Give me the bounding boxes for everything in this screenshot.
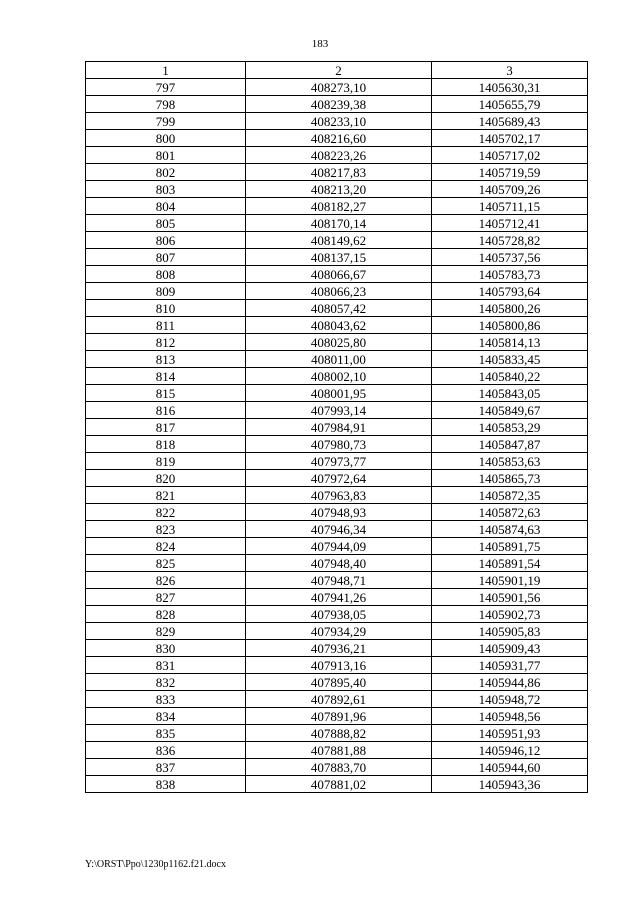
table-row — [86, 640, 588, 657]
y-coordinate-cell: 1405711,15 — [432, 198, 588, 215]
table-row — [86, 623, 588, 640]
point-number-cell: 836 — [86, 742, 246, 759]
y-coordinate-cell: 1405948,56 — [432, 708, 588, 725]
table-row — [86, 402, 588, 419]
table-row — [86, 130, 588, 147]
table-row — [86, 436, 588, 453]
table-row — [86, 266, 588, 283]
x-coordinate-cell: 408170,14 — [246, 215, 432, 232]
point-number-cell: 826 — [86, 572, 246, 589]
y-coordinate-cell: 1405872,35 — [432, 487, 588, 504]
y-coordinate-cell: 1405905,83 — [432, 623, 588, 640]
point-number-cell: 819 — [86, 453, 246, 470]
table-row — [86, 691, 588, 708]
x-coordinate-cell: 407948,71 — [246, 572, 432, 589]
y-coordinate-cell: 1405865,73 — [432, 470, 588, 487]
table-row — [86, 96, 588, 113]
column-header-3: 3 — [432, 62, 588, 79]
x-coordinate-cell: 408213,20 — [246, 181, 432, 198]
x-coordinate-cell: 407941,26 — [246, 589, 432, 606]
point-number-cell: 804 — [86, 198, 246, 215]
point-number-cell: 815 — [86, 385, 246, 402]
table-row — [86, 198, 588, 215]
coordinates-table — [85, 61, 588, 793]
point-number-cell: 828 — [86, 606, 246, 623]
x-coordinate-cell: 407948,93 — [246, 504, 432, 521]
table-row — [86, 572, 588, 589]
table-row — [86, 385, 588, 402]
y-coordinate-cell: 1405800,26 — [432, 300, 588, 317]
x-coordinate-cell: 407913,16 — [246, 657, 432, 674]
table-row — [86, 555, 588, 572]
y-coordinate-cell: 1405630,31 — [432, 79, 588, 96]
y-coordinate-cell: 1405902,73 — [432, 606, 588, 623]
y-coordinate-cell: 1405712,41 — [432, 215, 588, 232]
x-coordinate-cell: 407946,34 — [246, 521, 432, 538]
y-coordinate-cell: 1405847,87 — [432, 436, 588, 453]
table-row — [86, 368, 588, 385]
point-number-cell: 812 — [86, 334, 246, 351]
table-row — [86, 181, 588, 198]
point-number-cell: 816 — [86, 402, 246, 419]
table-row — [86, 521, 588, 538]
point-number-cell: 805 — [86, 215, 246, 232]
point-number-cell: 837 — [86, 759, 246, 776]
y-coordinate-cell: 1405931,77 — [432, 657, 588, 674]
y-coordinate-cell: 1405943,36 — [432, 776, 588, 793]
y-coordinate-cell: 1405717,02 — [432, 147, 588, 164]
point-number-cell: 832 — [86, 674, 246, 691]
point-number-cell: 817 — [86, 419, 246, 436]
table-row — [86, 657, 588, 674]
x-coordinate-cell: 407944,09 — [246, 538, 432, 555]
table-row — [86, 487, 588, 504]
x-coordinate-cell: 408273,10 — [246, 79, 432, 96]
x-coordinate-cell: 407948,40 — [246, 555, 432, 572]
x-coordinate-cell: 408002,10 — [246, 368, 432, 385]
table-row — [86, 419, 588, 436]
table-row — [86, 113, 588, 130]
x-coordinate-cell: 408149,62 — [246, 232, 432, 249]
point-number-cell: 829 — [86, 623, 246, 640]
point-number-cell: 825 — [86, 555, 246, 572]
point-number-cell: 799 — [86, 113, 246, 130]
y-coordinate-cell: 1405719,59 — [432, 164, 588, 181]
point-number-cell: 810 — [86, 300, 246, 317]
y-coordinate-cell: 1405948,72 — [432, 691, 588, 708]
x-coordinate-cell: 408217,83 — [246, 164, 432, 181]
column-header-2: 2 — [246, 62, 432, 79]
x-coordinate-cell: 408001,95 — [246, 385, 432, 402]
point-number-cell: 807 — [86, 249, 246, 266]
y-coordinate-cell: 1405946,12 — [432, 742, 588, 759]
x-coordinate-cell: 407892,61 — [246, 691, 432, 708]
table-row — [86, 453, 588, 470]
x-coordinate-cell: 407973,77 — [246, 453, 432, 470]
y-coordinate-cell: 1405689,43 — [432, 113, 588, 130]
y-coordinate-cell: 1405901,56 — [432, 589, 588, 606]
x-coordinate-cell: 407963,83 — [246, 487, 432, 504]
point-number-cell: 813 — [86, 351, 246, 368]
y-coordinate-cell: 1405814,13 — [432, 334, 588, 351]
y-coordinate-cell: 1405944,86 — [432, 674, 588, 691]
point-number-cell: 809 — [86, 283, 246, 300]
x-coordinate-cell: 407993,14 — [246, 402, 432, 419]
table-row — [86, 232, 588, 249]
table-row — [86, 164, 588, 181]
table-row — [86, 538, 588, 555]
y-coordinate-cell: 1405702,17 — [432, 130, 588, 147]
table-row — [86, 776, 588, 793]
x-coordinate-cell: 408239,38 — [246, 96, 432, 113]
x-coordinate-cell: 407934,29 — [246, 623, 432, 640]
x-coordinate-cell: 407883,70 — [246, 759, 432, 776]
point-number-cell: 818 — [86, 436, 246, 453]
point-number-cell: 797 — [86, 79, 246, 96]
y-coordinate-cell: 1405951,93 — [432, 725, 588, 742]
table-row — [86, 79, 588, 96]
x-coordinate-cell: 408066,23 — [246, 283, 432, 300]
x-coordinate-cell: 407984,91 — [246, 419, 432, 436]
point-number-cell: 820 — [86, 470, 246, 487]
table-row — [86, 742, 588, 759]
table-row — [86, 147, 588, 164]
y-coordinate-cell: 1405793,64 — [432, 283, 588, 300]
table-row — [86, 249, 588, 266]
point-number-cell: 824 — [86, 538, 246, 555]
x-coordinate-cell: 407881,02 — [246, 776, 432, 793]
table-row — [86, 589, 588, 606]
point-number-cell: 803 — [86, 181, 246, 198]
point-number-cell: 834 — [86, 708, 246, 725]
table-row — [86, 283, 588, 300]
point-number-cell: 823 — [86, 521, 246, 538]
y-coordinate-cell: 1405874,63 — [432, 521, 588, 538]
footer-file-path: Y:\ORST\Ppo\1230p1162.f21.docx — [85, 859, 226, 870]
point-number-cell: 831 — [86, 657, 246, 674]
x-coordinate-cell: 408043,62 — [246, 317, 432, 334]
table-body — [86, 79, 588, 793]
table-row — [86, 674, 588, 691]
y-coordinate-cell: 1405891,75 — [432, 538, 588, 555]
x-coordinate-cell: 408223,26 — [246, 147, 432, 164]
point-number-cell: 800 — [86, 130, 246, 147]
x-coordinate-cell: 408066,67 — [246, 266, 432, 283]
point-number-cell: 808 — [86, 266, 246, 283]
point-number-cell: 801 — [86, 147, 246, 164]
x-coordinate-cell: 407891,96 — [246, 708, 432, 725]
x-coordinate-cell: 407980,73 — [246, 436, 432, 453]
y-coordinate-cell: 1405783,73 — [432, 266, 588, 283]
column-header-1: 1 — [86, 62, 246, 79]
y-coordinate-cell: 1405728,82 — [432, 232, 588, 249]
x-coordinate-cell: 408025,80 — [246, 334, 432, 351]
y-coordinate-cell: 1405709,26 — [432, 181, 588, 198]
x-coordinate-cell: 408137,15 — [246, 249, 432, 266]
page-number: 183 — [311, 38, 329, 50]
y-coordinate-cell: 1405872,63 — [432, 504, 588, 521]
y-coordinate-cell: 1405655,79 — [432, 96, 588, 113]
x-coordinate-cell: 407895,40 — [246, 674, 432, 691]
y-coordinate-cell: 1405849,67 — [432, 402, 588, 419]
table-row — [86, 759, 588, 776]
table-row — [86, 334, 588, 351]
table-row — [86, 317, 588, 334]
y-coordinate-cell: 1405944,60 — [432, 759, 588, 776]
table-row — [86, 708, 588, 725]
point-number-cell: 814 — [86, 368, 246, 385]
table-row — [86, 215, 588, 232]
point-number-cell: 827 — [86, 589, 246, 606]
point-number-cell: 833 — [86, 691, 246, 708]
y-coordinate-cell: 1405891,54 — [432, 555, 588, 572]
table-row — [86, 504, 588, 521]
point-number-cell: 806 — [86, 232, 246, 249]
y-coordinate-cell: 1405843,05 — [432, 385, 588, 402]
table-header-row — [86, 62, 588, 79]
point-number-cell: 838 — [86, 776, 246, 793]
point-number-cell: 830 — [86, 640, 246, 657]
y-coordinate-cell: 1405853,63 — [432, 453, 588, 470]
x-coordinate-cell: 407881,88 — [246, 742, 432, 759]
x-coordinate-cell: 408233,10 — [246, 113, 432, 130]
y-coordinate-cell: 1405853,29 — [432, 419, 588, 436]
point-number-cell: 821 — [86, 487, 246, 504]
point-number-cell: 835 — [86, 725, 246, 742]
y-coordinate-cell: 1405737,56 — [432, 249, 588, 266]
table-row — [86, 351, 588, 368]
y-coordinate-cell: 1405840,22 — [432, 368, 588, 385]
x-coordinate-cell: 407972,64 — [246, 470, 432, 487]
x-coordinate-cell: 407888,82 — [246, 725, 432, 742]
y-coordinate-cell: 1405901,19 — [432, 572, 588, 589]
point-number-cell: 811 — [86, 317, 246, 334]
point-number-cell: 822 — [86, 504, 246, 521]
y-coordinate-cell: 1405909,43 — [432, 640, 588, 657]
point-number-cell: 798 — [86, 96, 246, 113]
table-row — [86, 606, 588, 623]
table-row — [86, 725, 588, 742]
x-coordinate-cell: 408057,42 — [246, 300, 432, 317]
x-coordinate-cell: 407936,21 — [246, 640, 432, 657]
x-coordinate-cell: 407938,05 — [246, 606, 432, 623]
x-coordinate-cell: 408182,27 — [246, 198, 432, 215]
y-coordinate-cell: 1405833,45 — [432, 351, 588, 368]
point-number-cell: 802 — [86, 164, 246, 181]
table-row — [86, 300, 588, 317]
x-coordinate-cell: 408216,60 — [246, 130, 432, 147]
table-row — [86, 470, 588, 487]
x-coordinate-cell: 408011,00 — [246, 351, 432, 368]
y-coordinate-cell: 1405800,86 — [432, 317, 588, 334]
